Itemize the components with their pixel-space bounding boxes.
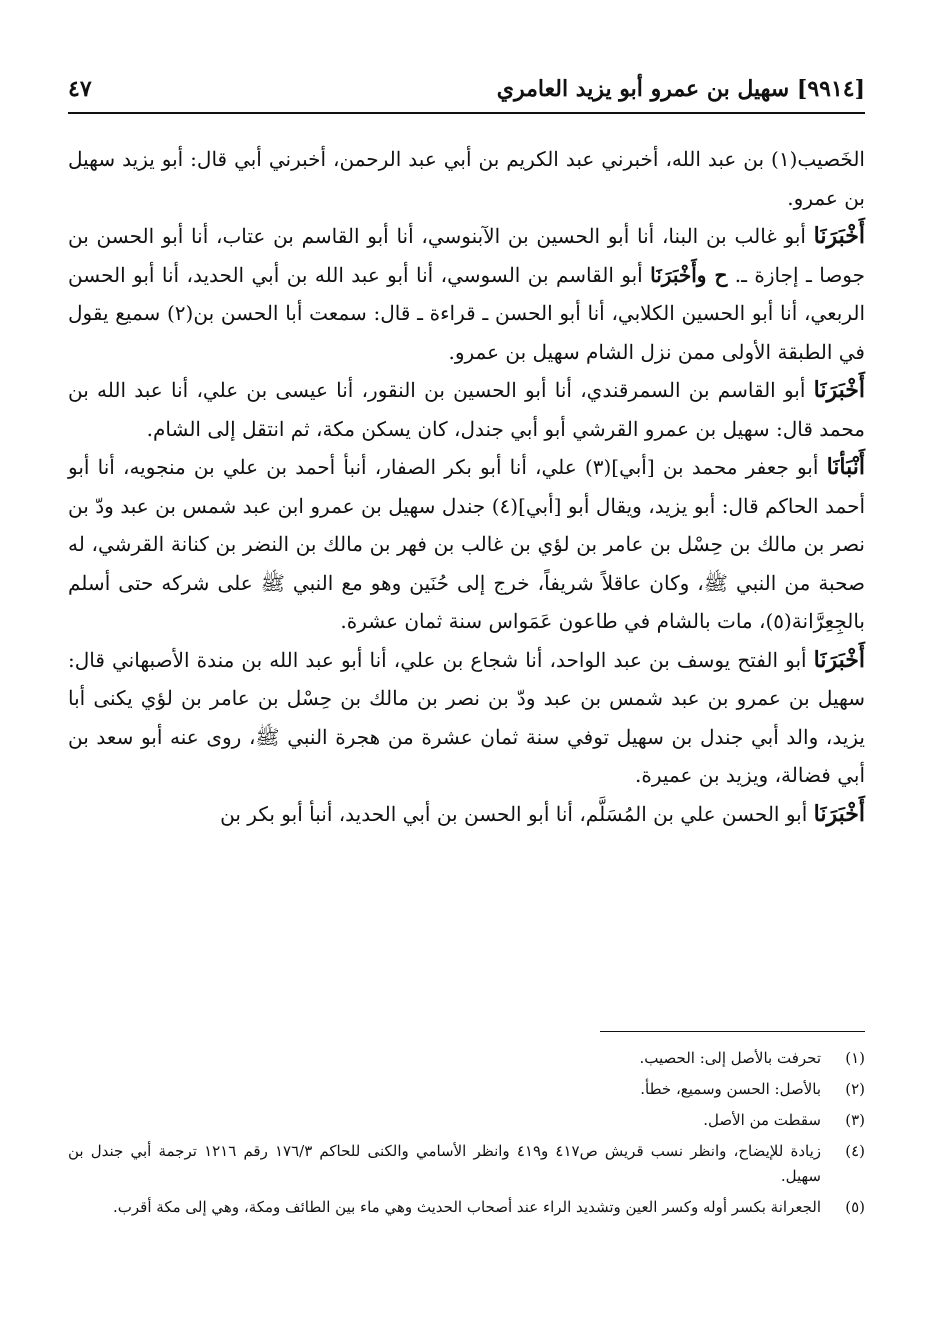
paragraph-text-continued: أبو القاسم بن السوسي، أنا أبو عبد الله بن أبي الحديد، أنا أبو الحسن الربعي، أنا أبو الحسين الكلابي، أنا أبو الحسن ـ قراءة ـ قال: سمعت أبا الحسن بن(٢) سميع يقول في الطبقة الأولى ممن نزل الشام سهيل بن عمرو. bbox=[68, 262, 865, 364]
page-number: ٤٧ bbox=[68, 76, 92, 102]
footnote bbox=[68, 1046, 865, 1071]
paragraph bbox=[68, 795, 865, 834]
footnote-number: (٤) bbox=[845, 1142, 865, 1160]
paragraph bbox=[68, 371, 865, 448]
chain-switch-marker: ح وأَخْبَرَنَا bbox=[650, 262, 728, 287]
paragraph-text: أبو الحسن علي بن المُسَلَّم، أنا أبو الحسن بن أبي الحديد، أنبأ أبو بكر بن bbox=[220, 801, 814, 826]
footnote bbox=[68, 1108, 865, 1133]
page-header bbox=[68, 72, 865, 114]
footnote-number: (٢) bbox=[845, 1080, 865, 1098]
paragraph-text: أبو جعفر محمد بن [أبي](٣) علي، أنا أبو بكر الصفار، أنبأ أحمد بن علي بن منجويه، أنا أبو أحمد الحاكم قال: أبو يزيد، ويقال أبو [أبي](٤) جندل سهيل بن عمرو ابن عبد شمس بن عبد ودّ بن نصر بن مالك بن حِسْل بن عامر بن لؤي بن غالب بن فهر بن مالك بن النضر بن كنانة القرشي، له صحبة من النبي ﷺ، وكان عاقلاً شريفاً، خرج إلى حُنَين وهو مع النبي ﷺ على شركه حتى أسلم بالجِعِرَّانة(٥)، مات بالشام في طاعون عَمَواس سنة ثمان عشرة. bbox=[68, 455, 865, 633]
chain-lead-word: أَخْبَرَنَا bbox=[813, 646, 865, 673]
main-text bbox=[68, 140, 865, 833]
paragraph-text: الخَصيب(١) بن عبد الله، أخبرني عبد الكريم بن أبي عبد الرحمن، أخبرني أبي قال: أبو يزيد سهيل بن عمرو. bbox=[68, 147, 865, 210]
footnote-divider bbox=[600, 1031, 865, 1032]
footnote-text: تحرفت بالأصل إلى: الحصيب. bbox=[639, 1049, 821, 1067]
paragraph-text: أبو القاسم بن السمرقندي، أنا أبو الحسين بن النقور، أنا عيسى بن علي، أنا عبد الله بن محمد قال: سهيل بن عمرو القرشي أبو أبي جندل، كان يسكن مكة، ثم انتقل إلى الشام. bbox=[68, 378, 865, 441]
paragraph bbox=[68, 641, 865, 795]
chain-lead-word: أَنْبَأنَا bbox=[826, 454, 865, 480]
chain-lead-word: أَخْبَرَنَا bbox=[813, 377, 865, 403]
footnote-number: (٣) bbox=[845, 1111, 865, 1129]
running-title: [٩٩١٤] سهيل بن عمرو أبو يزيد العامري bbox=[496, 76, 865, 102]
paragraph bbox=[68, 140, 865, 217]
paragraph-text: أبو الفتح يوسف بن عبد الواحد، أنا شجاع بن علي، أنا أبو عبد الله بن مندة الأصبهاني قال: سهيل بن عمرو بن عبد شمس بن عبد ودّ بن نصر بن مالك بن حِسْل بن عامر بن لؤي يكنى أبا يزيد، والد أبي جندل بن سهيل توفي سنة ثمان عشرة من هجرة النبي ﷺ، روى عنه أبو سعد بن أبي فضالة، ويزيد بن عميرة. bbox=[68, 647, 865, 787]
footnote-number: (٥) bbox=[845, 1198, 865, 1216]
paragraph bbox=[68, 217, 865, 371]
footnote-text: سقطت من الأصل. bbox=[703, 1111, 821, 1129]
footnote-text: زيادة للإيضاح، وانظر نسب قريش ص٤١٧ و٤١٩ وانظر الأسامي والكنى للحاكم ١٧٦/٣ رقم ١٢١٦ ترجمة أبي جندل بن سهيل. bbox=[68, 1142, 821, 1185]
paragraph bbox=[68, 448, 865, 641]
footnote bbox=[68, 1139, 865, 1189]
chain-lead-word: أَخْبَرَنَا bbox=[813, 223, 865, 249]
footnote-text: الجعرانة بكسر أوله وكسر العين وتشديد الراء عند أصحاب الحديث وهي ماء بين الطائف ومكة، وهي إلى مكة أقرب. bbox=[113, 1198, 821, 1216]
chain-lead-word: أَخْبَرَنَا bbox=[813, 800, 865, 827]
paragraph-text: أبو غالب بن البنا، أنا أبو الحسين بن الآبنوسي، أنا أبو القاسم بن عتاب، أنا أبو الحسن بن جوصا ـ إجازة ـ. bbox=[68, 224, 865, 287]
footnote-text: بالأصل: الحسن وسميع، خطأ. bbox=[640, 1080, 821, 1098]
footnotes bbox=[68, 1046, 865, 1226]
footnote bbox=[68, 1077, 865, 1102]
footnote bbox=[68, 1195, 865, 1220]
footnote-number: (١) bbox=[845, 1049, 865, 1067]
